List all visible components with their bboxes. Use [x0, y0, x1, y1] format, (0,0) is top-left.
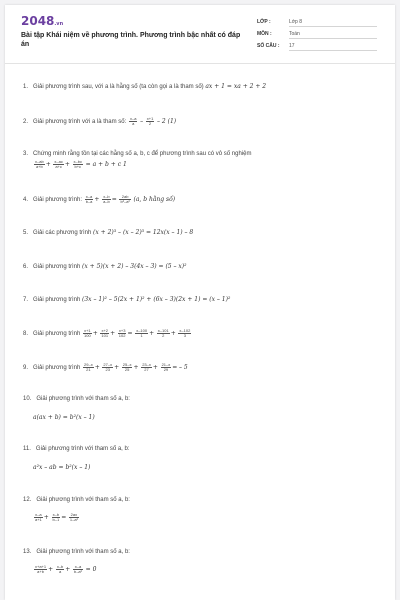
- question-item: 13. Giải phương trình với tham số a, b: $\frac{x+a+1}{a+b}$ + $\frac{x-b}{a}$ + $\frac{x-a}{\text{b–a²}}$ = 0: [23, 549, 130, 574]
- socau-label: SỐ CÂU :: [257, 43, 280, 49]
- page-title: Bài tập Khái niệm về phương trình. Phương trình bậc nhất có đáp án: [21, 32, 241, 48]
- meta-info: [257, 16, 377, 52]
- lop-value: Lớp 8: [289, 16, 377, 27]
- question-math: (3x – 1)² – 5(2x + 1)² + (6x – 3)(2x + 1) = (x – 1)²: [82, 296, 231, 303]
- question-item: 2. Giải phương trình với a là tham số: $\frac{x-a}{a}$ – $\frac{x+1}{2}$ – 2 (1): [23, 116, 177, 126]
- document-page: [5, 5, 395, 600]
- question-number: 11.: [23, 446, 31, 452]
- question-text: Giải phương trình: [33, 365, 81, 372]
- question-number: 1.: [23, 84, 29, 90]
- question-item: 9. Giải phương trình $\frac{29-x}{21}$ + $\frac{27-x}{23}$ + $\frac{25-x}{25}$ + $\frac{23-x}{27}$ + $\frac{21-x}{29}$ = – 5: [23, 362, 188, 372]
- question-math: a(ax + b) = b²(x – 1): [33, 414, 95, 421]
- question-number: 13.: [23, 549, 32, 555]
- question-number: 3.: [23, 151, 29, 157]
- question-item: 3. Chứng minh rằng tồn tại các hằng số a, b, c để phương trình sau có vô số nghiệm $\frac{x-ab}{a+b}$ + $\frac{x-ac}{a+c}$ + $\frac{x-bc}{b+c}$ = a + b + c 1: [23, 151, 252, 169]
- site-logo[interactable]: 2048.vn: [21, 14, 64, 28]
- question-text: Giải phương trình với tham số a, b:: [35, 446, 130, 452]
- question-number: 10.: [23, 396, 32, 402]
- math-fraction: $\frac{x+1}{2}$: [146, 116, 154, 126]
- question-text: Giải phương trình: [33, 331, 81, 338]
- lop-label: LỚP :: [257, 19, 271, 25]
- question-number: 4.: [23, 197, 29, 204]
- question-text: Giải phương trình sau, với a là hằng số (ta còn gọi a là tham số): [33, 84, 204, 90]
- question-math: = 0: [85, 566, 97, 574]
- question-number: 5.: [23, 230, 29, 236]
- question-text: Giải phương trình: [33, 264, 81, 270]
- question-text: Giải phương trình với tham số a, b:: [36, 549, 130, 555]
- question-math: a²x – ab = b²(x – 1): [33, 464, 91, 471]
- question-item: 4. Giải phương trình: $\frac{x-a}{b-a}$ + $\frac{x-b}{a-b}$ = $\frac{2ab}{\text{b²–a²}}$ (a, b hằng số): [23, 194, 176, 204]
- question-number: 6.: [23, 264, 29, 270]
- question-item: [23, 446, 383, 471]
- question-text: Giải phương trình: [33, 297, 81, 303]
- question-number: 9.: [23, 365, 29, 372]
- question-number: 7.: [23, 297, 29, 303]
- question-number: 8.: [23, 331, 29, 338]
- question-number: 2.: [23, 119, 29, 126]
- question-item: [23, 263, 383, 270]
- question-item: 8. Giải phương trình $\frac{x+1}{100}$ + $\frac{x+2}{101}$ + $\frac{x+3}{102}$ = $\frac{x-100}{1}$ + $\frac{x-101}{2}$ + $\frac{x-102}{3}$: [23, 328, 191, 338]
- question-math: (x + 2)³ – (x – 2)³ = 12x(x – 1) – 8: [93, 229, 194, 236]
- document-header: [5, 5, 395, 64]
- question-item: [23, 229, 383, 236]
- question-math: (x + 5)(x + 2) – 3(4x – 3) = (5 – x)²: [82, 263, 187, 270]
- question-number: 12.: [23, 497, 32, 503]
- question-text: Giải phương trình với a là tham số:: [33, 119, 127, 126]
- question-item: [23, 396, 383, 421]
- mon-value: Toán: [289, 28, 377, 39]
- math-fraction: $\frac{x-a}{a}$: [129, 116, 137, 126]
- question-text: Giải phương trình:: [33, 197, 83, 204]
- mon-label: MÔN :: [257, 31, 272, 37]
- question-math: (a, b hằng số): [133, 196, 176, 204]
- question-text: Giải các phương trình: [33, 230, 92, 236]
- question-math: ax + 1 = xa + 2 + 2: [205, 83, 267, 90]
- question-text: Giải phương trình với tham số a, b:: [36, 497, 130, 503]
- question-math: – 5: [178, 364, 188, 372]
- question-item: [23, 296, 383, 303]
- question-item: [23, 83, 383, 90]
- question-math: = a + b + c 1: [85, 161, 127, 169]
- question-text: Giải phương trình với tham số a, b:: [36, 396, 130, 402]
- question-text: Chứng minh rằng tồn tại các hằng số a, b, c để phương trình sau có vô số nghiệm: [33, 151, 252, 157]
- question-math: – 2 (1): [157, 118, 177, 126]
- socau-value: 17: [289, 40, 377, 51]
- question-item: 12. Giải phương trình với tham số a, b: $\frac{x-a}{a+1}$ + $\frac{x-b}{b-1}$ = $\frac{2ax}{\text{1–a²}}$: [23, 497, 130, 522]
